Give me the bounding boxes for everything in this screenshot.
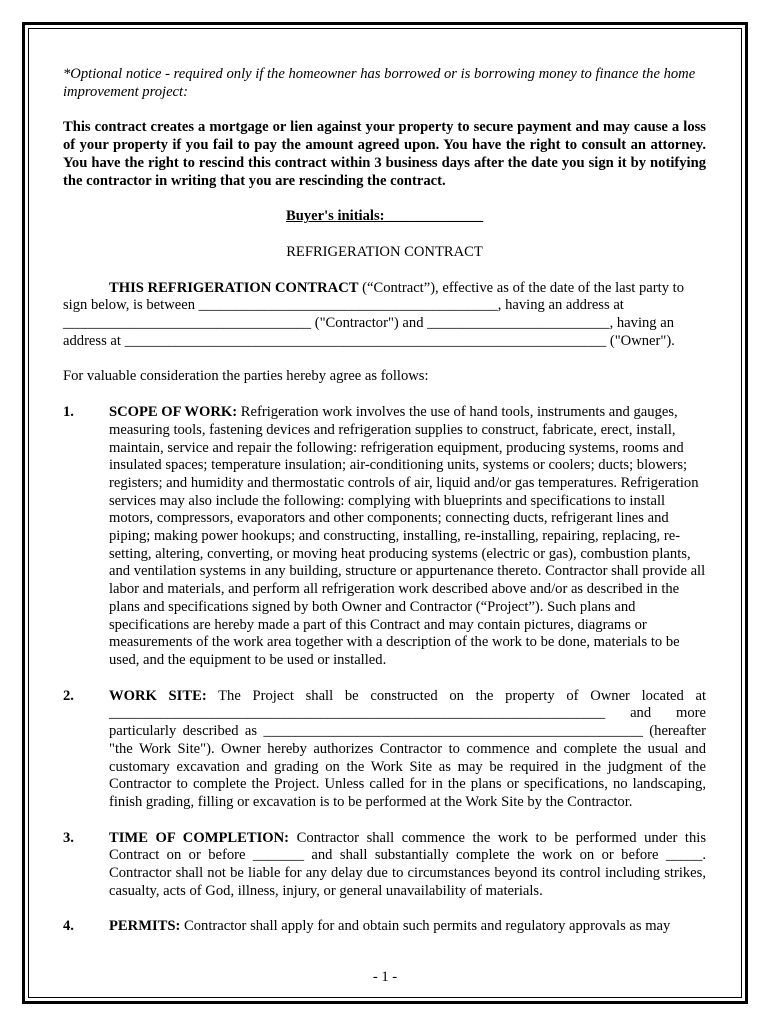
section-heading: TIME OF COMPLETION: — [109, 829, 290, 846]
page-number: - 1 - — [372, 969, 398, 985]
contract-title: REFRIGERATION CONTRACT — [286, 243, 483, 260]
section-body: Refrigeration work involves the use of hand tools, instruments and gauges, measuring tools, fastening devices and refrigeration supplies to construct, fabricate, erect, install, maintain, service and repair the following: refrigeration equipment, producing systems, rooms and insulated spaces; temperature insulation; air-conditioning units, systems or coolers; ducts; blowers; registers; and humidity and thermostatic controls of air, liquid and/or gas temperatures. Refrigeration services may also include the following: complying with blueprints and specifications to install motors, compressors, evaporators and other components; connecting ducts, refrigerant lines and piping; making power hookups; and constructing, installing, re-installing, repairing, replacing, re-setting, altering, converting, or moving heat producing systems (electric or gas), combustion plants, and ventilation systems in any building, structure or appurtenance thereto. Contractor shall provide all labor and materials, and perform all refrigeration work described above and/or as described in the plans and specifications signed by both Owner and Contractor (“Project”). Such plans and specifications are hereby made a part of this Contract and may contain pictures, diagrams or measurements of the work area together with a description of the work to be done, materials to be used, and the equipment to be used or installed. — [109, 404, 706, 668]
section-body: Contractor shall apply for and obtain such permits and regulatory approvals as may — [180, 918, 671, 935]
section-time-of-completion — [63, 830, 706, 901]
section-heading: SCOPE OF WORK: — [109, 404, 238, 421]
intro-rest: (“Contract”), effective as of the date of the last party to sign below, is between _________________________________________, having an address at __________________________________ ("Contractor") and _________________________, having an address at __________________________________________________________________ ("Owner"). — [63, 279, 685, 349]
section-number: 1. — [63, 404, 74, 421]
section-text — [109, 688, 706, 812]
section-number: 3. — [63, 829, 74, 846]
section-text — [109, 830, 706, 901]
consideration-line: For valuable consideration the parties hereby agree as follows: — [63, 368, 429, 385]
section-number: 2. — [63, 687, 74, 704]
section-work-site — [63, 688, 706, 812]
buyer-initials: Buyer's initials: _____________ — [285, 208, 484, 225]
section-body: The Project shall be constructed on the property of Owner located at ____________________________________________________________________ and more particularly described as ____________________________________________________ (hereafter "the Work Site"). Owner hereby authorizes Contractor to commence and complete the usual and customary excavation and grading on the Work Site as may be required in the judgment of the Contractor to complete the Project. Unless called for in the plans or specifications, no landscaping, finish grading, filling or excavation is to be performed at the Work Site by the Contractor. — [109, 687, 707, 810]
section-permits — [63, 918, 706, 936]
intro-lead: THIS REFRIGERATION CONTRACT — [109, 279, 359, 296]
section-text — [109, 404, 706, 670]
intro-paragraph — [63, 280, 706, 351]
section-body: Contractor shall commence the work to be performed under this Contract on or before _______ and shall substantially complete the work on or before _____. Contractor shall not be liable for any delay due to circumstances beyond its control including strikes, casualty, acts of God, illness, injury, or general unavailability of materials. — [109, 829, 706, 899]
optional-notice: *Optional notice - required only if the homeowner has borrowed or is borrowing money to finance the home improvement project: — [63, 66, 696, 100]
lien-warning: This contract creates a mortgage or lien against your property to secure payment and may cause a loss of your property if you fail to pay the amount agreed upon. You have the right to consult an attorney. You have the right to rescind this contract within 3 business days after the date you sign it by notifying the contractor in writing that you are rescinding the contract. — [63, 119, 706, 189]
section-heading: WORK SITE: — [109, 687, 207, 704]
section-scope-of-work — [63, 404, 706, 670]
document-body — [63, 66, 706, 936]
section-heading: PERMITS: — [109, 918, 181, 935]
section-number: 4. — [63, 918, 74, 935]
section-text — [109, 918, 706, 936]
